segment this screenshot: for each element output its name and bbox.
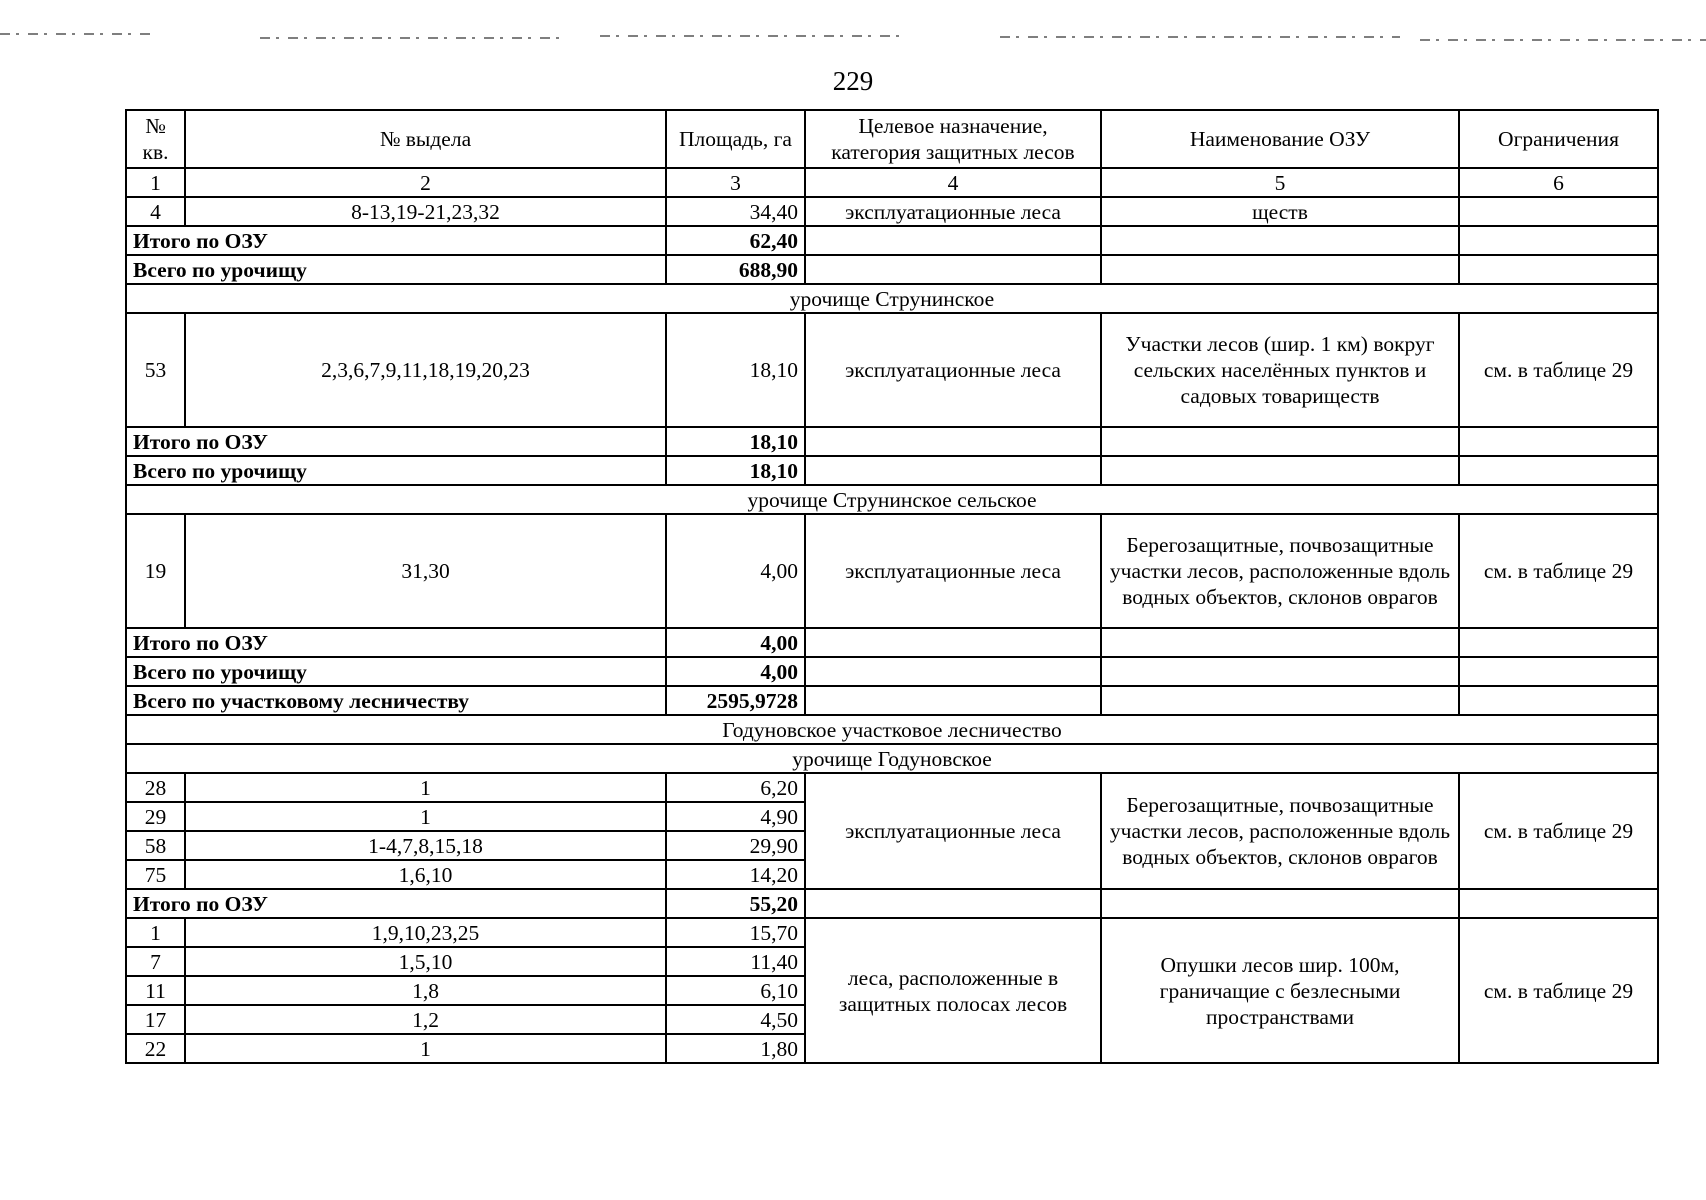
area-cell: 1,80 (666, 1034, 805, 1063)
total-label: Всего по урочищу (126, 657, 666, 686)
header-purpose: Целевое назначение, категория защитных лесов (805, 110, 1101, 168)
section-title: урочище Годуновское (126, 744, 1658, 773)
total-value: 18,10 (666, 427, 805, 456)
kv-cell: 29 (126, 802, 185, 831)
area-cell: 29,90 (666, 831, 805, 860)
total-row (126, 657, 1658, 686)
kv-cell: 19 (126, 514, 185, 628)
ozu-name-cell: ществ (1101, 197, 1459, 226)
section-row (126, 715, 1658, 744)
kv-cell: 53 (126, 313, 185, 427)
ozu-name-cell: Берегозащитные, почвозащитные участки лесов, расположенные вдоль водных объектов, склонов оврагов (1101, 514, 1459, 628)
vydel-cell: 1 (185, 802, 666, 831)
total-row (126, 226, 1658, 255)
vydel-cell: 8-13,19-21,23,32 (185, 197, 666, 226)
section-title: урочище Струнинское (126, 284, 1658, 313)
area-cell: 4,00 (666, 514, 805, 628)
kv-cell: 58 (126, 831, 185, 860)
table-row (126, 514, 1658, 628)
section-row (126, 284, 1658, 313)
area-cell: 15,70 (666, 918, 805, 947)
header-limits: Ограничения (1459, 110, 1658, 168)
total-label: Итого по ОЗУ (126, 889, 666, 918)
kv-cell: 28 (126, 773, 185, 802)
col-number: 6 (1459, 168, 1658, 197)
vydel-cell: 31,30 (185, 514, 666, 628)
purpose-cell: эксплуатационные леса (805, 197, 1101, 226)
ozu-name-cell: Опушки лесов шир. 100м, граничащие с безлесными пространствами (1101, 918, 1459, 1063)
vydel-cell: 1,5,10 (185, 947, 666, 976)
area-cell: 34,40 (666, 197, 805, 226)
kv-cell: 22 (126, 1034, 185, 1063)
col-number: 2 (185, 168, 666, 197)
kv-cell: 17 (126, 1005, 185, 1034)
vydel-cell: 1 (185, 1034, 666, 1063)
purpose-cell: эксплуатационные леса (805, 313, 1101, 427)
ozu-name-cell: Берегозащитные, почвозащитные участки лесов, расположенные вдоль водных объектов, склонов оврагов (1101, 773, 1459, 889)
area-cell: 11,40 (666, 947, 805, 976)
limits-cell: см. в таблице 29 (1459, 313, 1658, 427)
section-row (126, 744, 1658, 773)
total-row (126, 456, 1658, 485)
total-label: Всего по урочищу (126, 255, 666, 284)
col-number: 1 (126, 168, 185, 197)
total-label: Итого по ОЗУ (126, 628, 666, 657)
total-row (126, 686, 1658, 715)
col-number: 3 (666, 168, 805, 197)
header-area: Площадь, га (666, 110, 805, 168)
protective-forest-table (125, 109, 1659, 1064)
table-row (126, 197, 1658, 226)
kv-cell: 75 (126, 860, 185, 889)
total-row (126, 889, 1658, 918)
vydel-cell: 1-4,7,8,15,18 (185, 831, 666, 860)
total-label: Всего по урочищу (126, 456, 666, 485)
table-row (126, 918, 1658, 947)
area-cell: 18,10 (666, 313, 805, 427)
header-ozu-name: Наименование ОЗУ (1101, 110, 1459, 168)
header-vydel: № выдела (185, 110, 666, 168)
limits-cell: см. в таблице 29 (1459, 773, 1658, 889)
total-value: 55,20 (666, 889, 805, 918)
area-cell: 4,50 (666, 1005, 805, 1034)
table-row (126, 773, 1658, 802)
total-value: 2595,9728 (666, 686, 805, 715)
purpose-cell: эксплуатационные леса (805, 514, 1101, 628)
section-title: Годуновское участковое лесничество (126, 715, 1658, 744)
total-label: Всего по участковому лесничеству (126, 686, 666, 715)
col-number: 4 (805, 168, 1101, 197)
kv-cell: 1 (126, 918, 185, 947)
total-row (126, 628, 1658, 657)
section-title: урочище Струнинское сельское (126, 485, 1658, 514)
col-number: 5 (1101, 168, 1459, 197)
vydel-cell: 1,9,10,23,25 (185, 918, 666, 947)
scan-edge-marks (0, 30, 1706, 44)
vydel-cell: 1 (185, 773, 666, 802)
area-cell: 14,20 (666, 860, 805, 889)
vydel-cell: 2,3,6,7,9,11,18,19,20,23 (185, 313, 666, 427)
total-value: 18,10 (666, 456, 805, 485)
section-row (126, 485, 1658, 514)
ozu-name-cell: Участки лесов (шир. 1 км) вокруг сельских населённых пунктов и садовых товариществ (1101, 313, 1459, 427)
kv-cell: 7 (126, 947, 185, 976)
page-number: 229 (832, 66, 874, 96)
column-number-row (126, 168, 1658, 197)
vydel-cell: 1,8 (185, 976, 666, 1005)
total-row (126, 255, 1658, 284)
total-label: Итого по ОЗУ (126, 226, 666, 255)
total-value: 62,40 (666, 226, 805, 255)
header-kv: № кв. (126, 110, 185, 168)
table-row (126, 313, 1658, 427)
total-label: Итого по ОЗУ (126, 427, 666, 456)
total-row (126, 427, 1658, 456)
area-cell: 4,90 (666, 802, 805, 831)
total-value: 688,90 (666, 255, 805, 284)
total-value: 4,00 (666, 628, 805, 657)
area-cell: 6,20 (666, 773, 805, 802)
vydel-cell: 1,6,10 (185, 860, 666, 889)
purpose-cell: эксплуатационные леса (805, 773, 1101, 889)
kv-cell: 4 (126, 197, 185, 226)
header-row (126, 110, 1658, 168)
purpose-cell: леса, расположенные в защитных полосах лесов (805, 918, 1101, 1063)
limits-cell (1459, 197, 1658, 226)
area-cell: 6,10 (666, 976, 805, 1005)
limits-cell: см. в таблице 29 (1459, 514, 1658, 628)
limits-cell: см. в таблице 29 (1459, 918, 1658, 1063)
kv-cell: 11 (126, 976, 185, 1005)
total-value: 4,00 (666, 657, 805, 686)
vydel-cell: 1,2 (185, 1005, 666, 1034)
